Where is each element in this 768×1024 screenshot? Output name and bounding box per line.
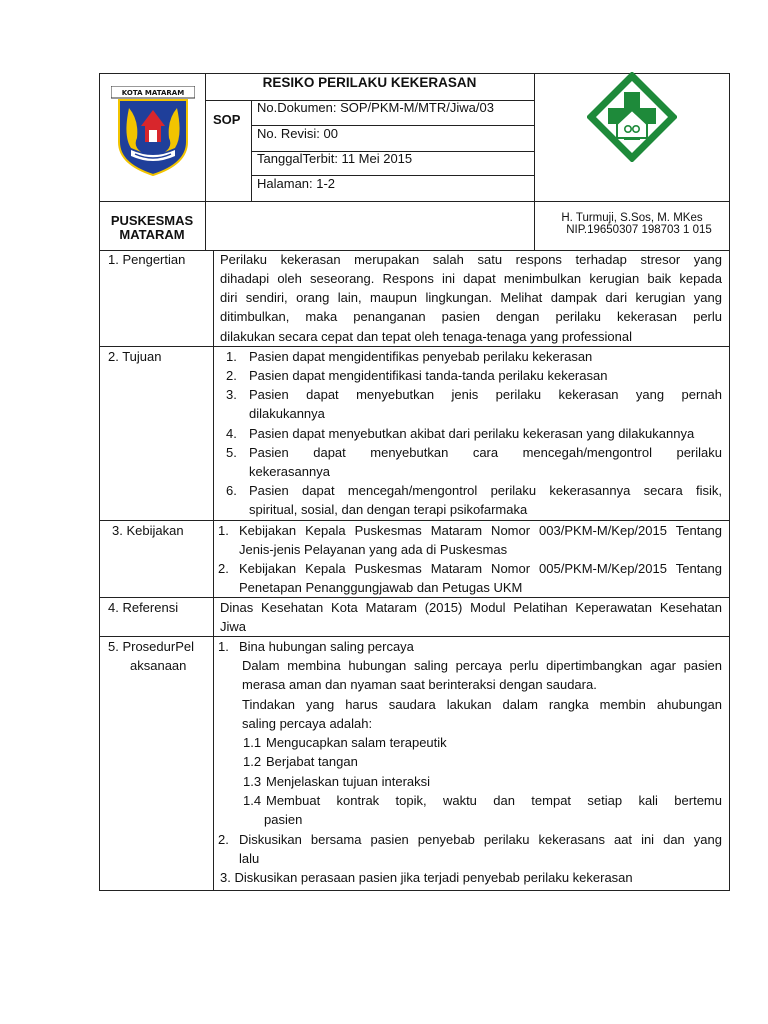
prosedur-para-2-line-2: saling percaya adalah: <box>242 716 373 731</box>
institution-name-line1: PUSKESMAS <box>110 213 194 228</box>
substep-1-text: Mengucapkan salam terapeutik <box>266 735 447 750</box>
tujuan-item-3-text-2: dilakukannya <box>249 406 325 421</box>
document-title: RESIKO PERILAKU KEKERASAN <box>262 75 477 90</box>
header-bottom-line <box>99 201 730 202</box>
prosedur-para-1-line-2: merasa aman dan nyaman saat berinteraksi dengan saudara. <box>242 677 597 692</box>
tujuan-item-3-num: 3. <box>226 387 237 402</box>
pengertian-line-2: dihadapi oleh seseorang. Respons ini dapat menimbulkan kerugian baik kepada <box>220 271 722 286</box>
tujuan-item-3-text-1: Pasien dapat menyebutkan jenis perilaku kekerasan yang pernah <box>249 387 722 402</box>
substep-3-text: Menjelaskan tujuan interaksi <box>266 774 431 789</box>
kebijakan-item-1-num: 1. <box>218 523 229 538</box>
kebijakan-item-2-text-2: Penetapan Penanggungjawab dan Petugas UKM <box>239 580 523 595</box>
substep-4-text: Membuat kontrak topik, waktu dan tempat setiap kali bertemu <box>266 793 722 808</box>
tujuan-item-1-text: Pasien dapat mengidentifikas penyebab perilaku kekerasan <box>249 349 593 364</box>
referensi-line-2: Jiwa <box>220 619 247 634</box>
section-label-kebijakan: 3. Kebijakan <box>112 523 184 538</box>
signer-name: H. Turmuji, S.Sos, M. MKes <box>561 212 703 224</box>
substep-1-num: 1.1 <box>243 735 262 750</box>
prosedur-step-2-line-2: lalu <box>239 851 260 866</box>
table-border-bottom <box>99 890 730 891</box>
section-label-referensi: 4. Referensi <box>108 600 179 615</box>
substep-4-num: 1.4 <box>243 793 262 808</box>
table-border-left <box>99 73 100 891</box>
prosedur-step-2-line-1: Diskusikan bersama pasien penyebab perilaku kekerasans aat ini dan yang <box>239 832 722 847</box>
kota-mataram-emblem <box>111 86 195 176</box>
substep-3-num: 1.3 <box>243 774 262 789</box>
kebijakan-item-2-num: 2. <box>218 561 229 576</box>
kebijakan-item-1-text-2: Jenis-jenis Pelayanan yang ada di Puskesmas <box>239 542 508 557</box>
substep-2-num: 1.2 <box>243 754 262 769</box>
sop-label: SOP <box>213 112 241 127</box>
tujuan-item-6-text-2: spiritual, sosial, dan dengan terapi psikofarmaka <box>249 502 528 517</box>
pengertian-line-1: Perilaku kekerasan merupakan salah satu respons terhadap stresor yang <box>220 252 722 267</box>
substep-2-text: Berjabat tangan <box>266 754 358 769</box>
prosedur-step-3: 3. Diskusikan perasaan pasien jika terjadi penyebab perilaku kekerasan <box>220 870 633 885</box>
pengertian-line-3: diri sendiri, orang lain, maupun lingkungan. Melihat dampak dari kerugian yang <box>220 290 722 305</box>
section-label-pengertian: 1. Pengertian <box>108 252 186 267</box>
prosedur-step-1-num: 1. <box>218 639 229 654</box>
revision-number: No. Revisi: 00 <box>257 126 338 141</box>
pengertian-line-4: ditimbulkan, maka penanganan pasien dengan perilaku kekerasan perlu <box>220 309 722 324</box>
tujuan-item-4-text: Pasien dapat menyebutkan akibat dari perilaku kekerasan yang dilakukannya <box>249 426 695 441</box>
institution-name-line2: MATARAM <box>119 227 185 242</box>
kebijakan-item-2-text-1: Kebijakan Kepala Puskesmas Mataram Nomor 005/PKM-M/Kep/2015 Tentang <box>239 561 722 576</box>
tujuan-item-6-text-1: Pasien dapat mencegah/mengontrol perilaku kekerasannya secara fisik, <box>249 483 722 498</box>
signer-nip: NIP.19650307 198703 1 015 <box>566 224 712 236</box>
puskesmas-logo <box>587 72 677 162</box>
prosedur-step-2-num: 2. <box>218 832 229 847</box>
tujuan-item-5-num: 5. <box>226 445 237 460</box>
table-border-right <box>729 73 730 891</box>
tujuan-item-2-text: Pasien dapat mengidentifikasi tanda-tanda perilaku kekerasan <box>249 368 608 383</box>
tujuan-item-5-text-2: kekerasannya <box>249 464 330 479</box>
tujuan-item-6-num: 6. <box>226 483 237 498</box>
prosedur-step-1-title: Bina hubungan saling percaya <box>239 639 414 654</box>
section-label-tujuan: 2. Tujuan <box>108 349 162 364</box>
tujuan-item-2-num: 2. <box>226 368 237 383</box>
substep-4-cont: pasien <box>264 812 303 827</box>
pengertian-line-5: dilakukan secara cepat dan tepat oleh tenaga-tenaga yang professional <box>220 329 632 344</box>
prosedur-para-1-line-1: Dalam membina hubungan saling percaya perlu dipertimbangkan agar pasien <box>242 658 722 673</box>
tujuan-item-5-text-1: Pasien dapat menyebutkan cara mencegah/mengontrol perilaku <box>249 445 722 460</box>
tujuan-item-4-num: 4. <box>226 426 237 441</box>
referensi-line-1: Dinas Kesehatan Kota Mataram (2015) Modul Pelatihan Keperawatan Kesehatan <box>220 600 722 615</box>
section-label-prosedur-1: 5. ProsedurPel <box>108 639 194 654</box>
tujuan-item-1-num: 1. <box>226 349 237 364</box>
city-label: KOTA MATARAM <box>121 89 185 97</box>
doc-number: No.Dokumen: SOP/PKM-M/MTR/Jiwa/03 <box>257 100 494 115</box>
page-number: Halaman: 1-2 <box>257 176 336 191</box>
issue-date: TanggalTerbit: 11 Mei 2015 <box>257 151 413 166</box>
prosedur-para-2-line-1: Tindakan yang harus saudara lakukan dalam rangka membin ahubungan <box>242 697 722 712</box>
kebijakan-item-1-text-1: Kebijakan Kepala Puskesmas Mataram Nomor 003/PKM-M/Kep/2015 Tentang <box>239 523 722 538</box>
section-label-prosedur-2: aksanaan <box>130 658 187 673</box>
